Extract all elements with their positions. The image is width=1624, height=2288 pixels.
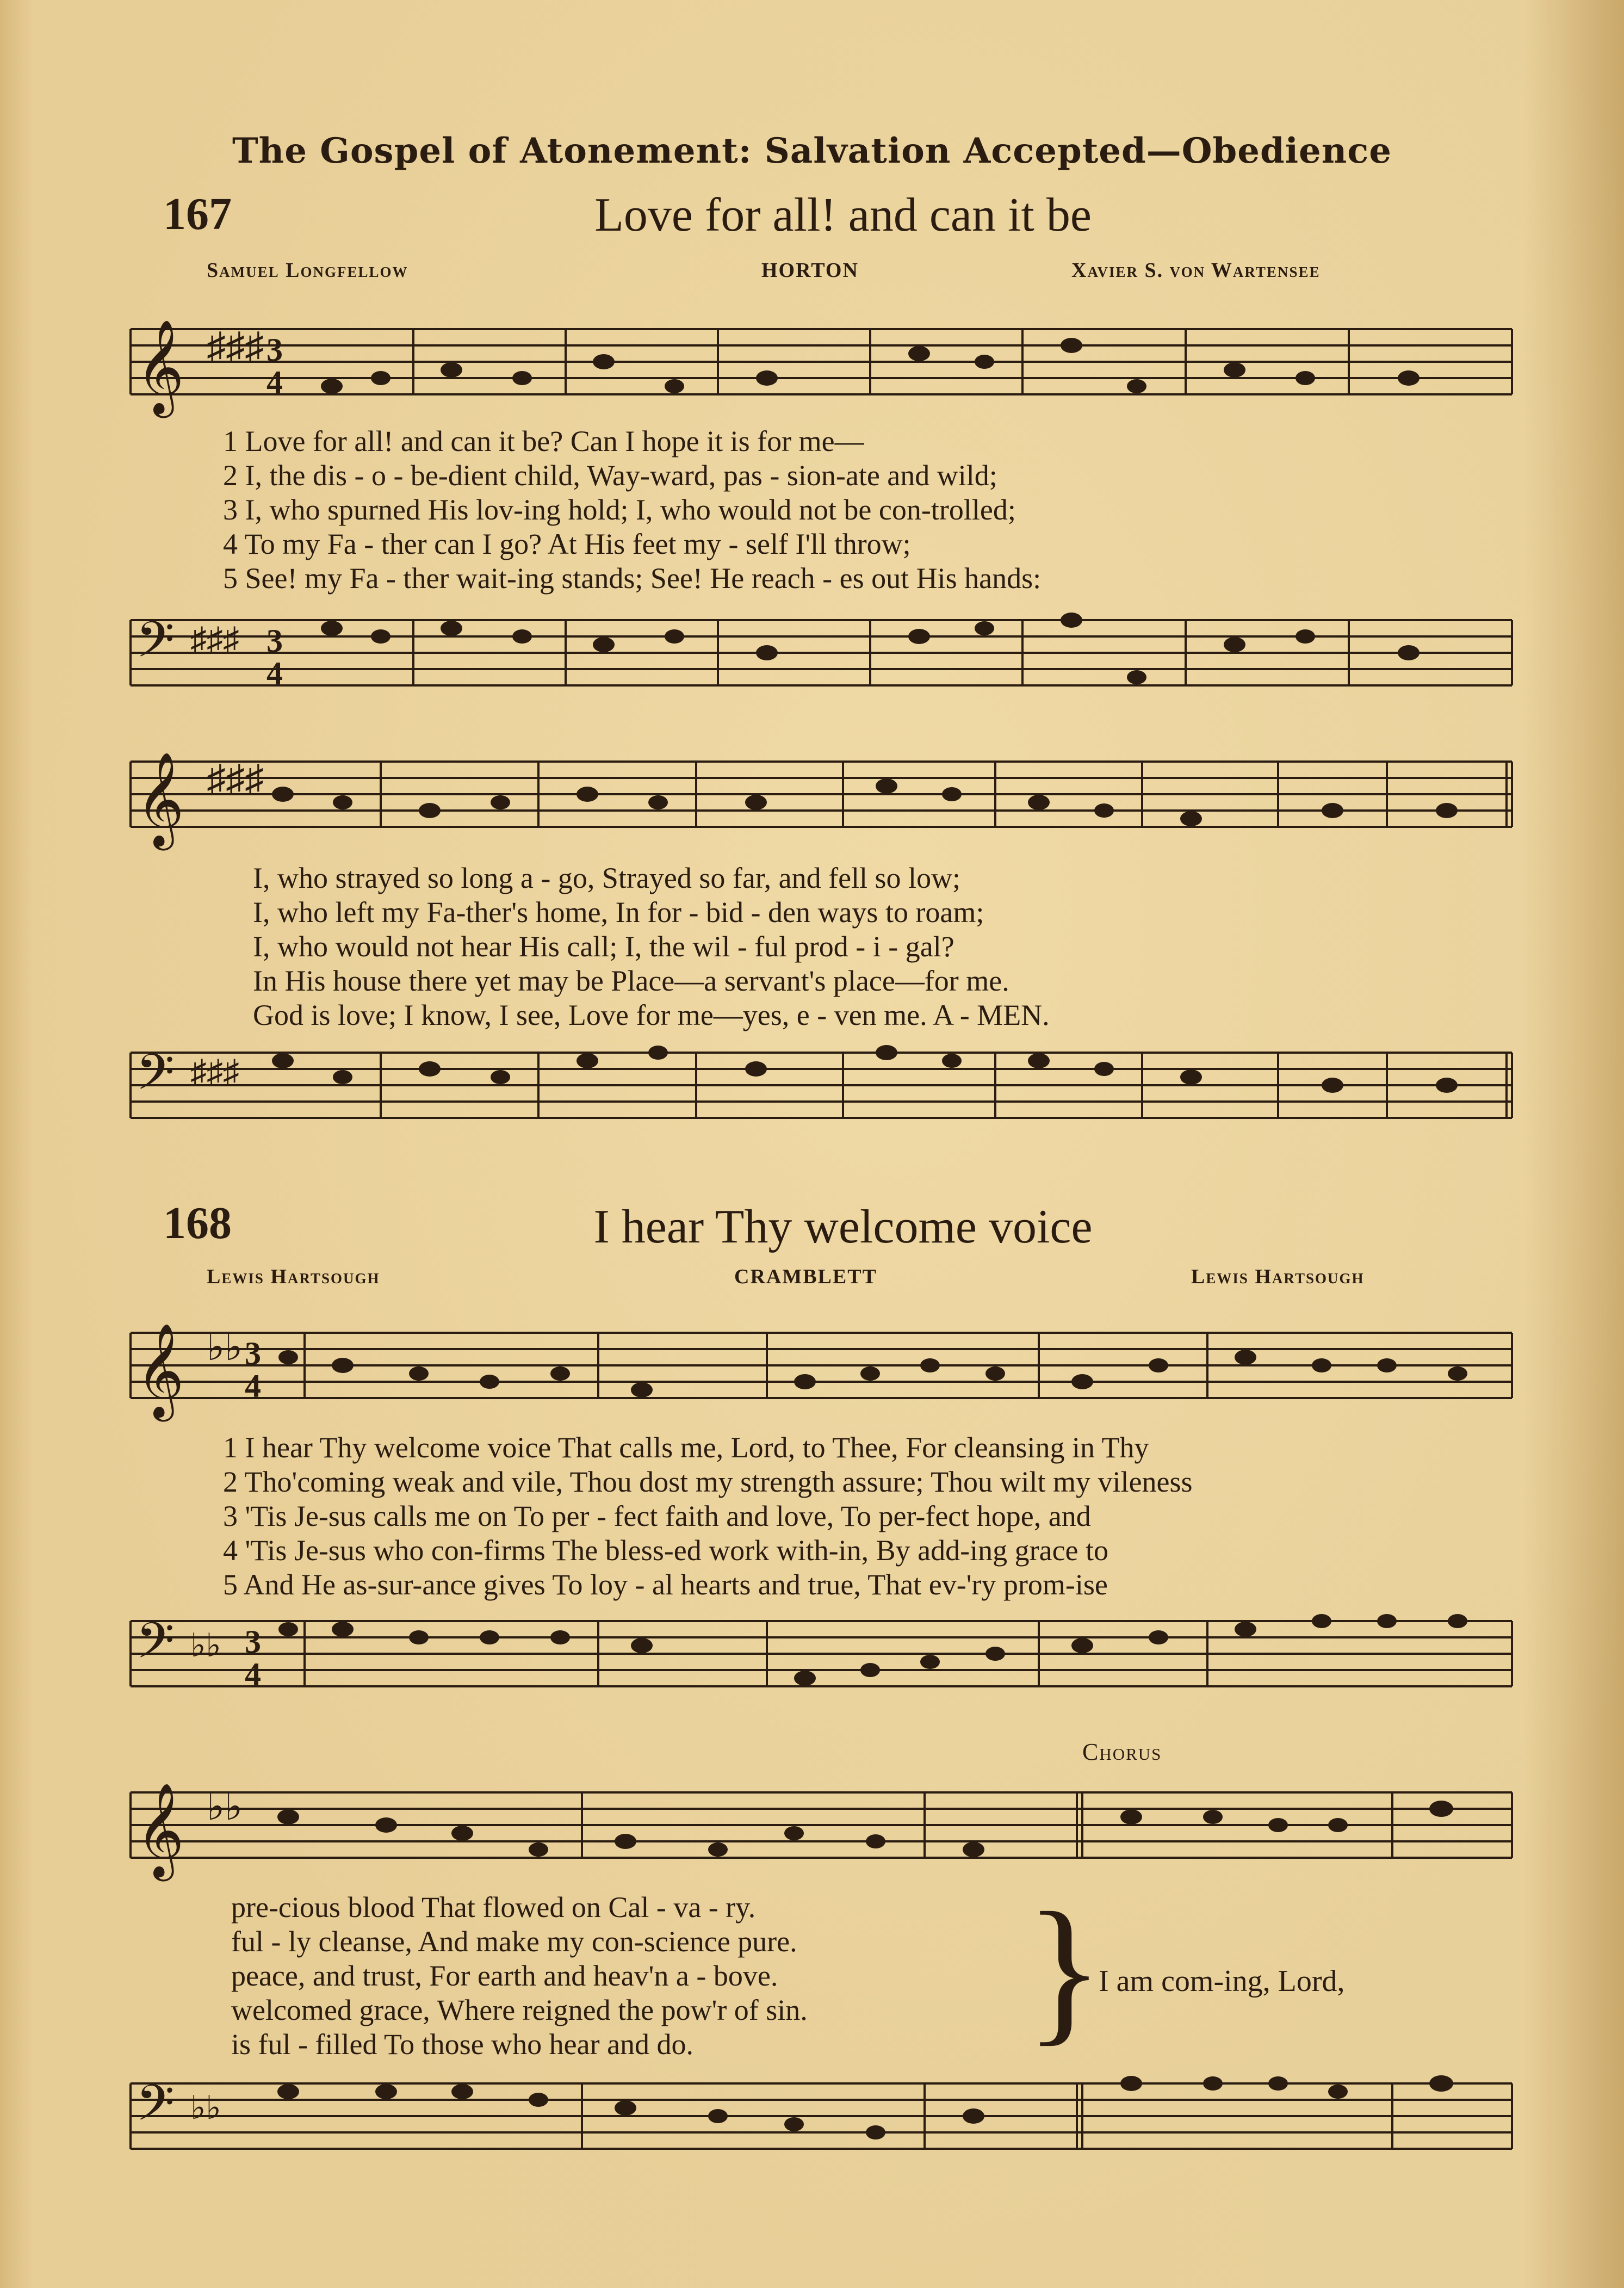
svg-text:4: 4 <box>245 1368 261 1404</box>
bass-staff <box>125 598 1517 718</box>
svg-text:𝄢: 𝄢 <box>136 613 175 679</box>
svg-text:3: 3 <box>245 1335 261 1371</box>
svg-text:♯♯♯: ♯♯♯ <box>207 326 264 368</box>
lyric-line: I, who strayed so long a - go, Strayed so far, and fell so low; <box>253 862 961 894</box>
treble-staff <box>125 313 1517 422</box>
lyric-line: 3 I, who spurned His lov-ing hold; I, who would not be con-trolled; <box>223 493 1016 526</box>
lyrics-verses <box>231 1890 808 2062</box>
hymn-title: Love for all! and can it be <box>594 189 1092 242</box>
hymn-title: I hear Thy welcome voice <box>593 1201 1093 1253</box>
lyrics-verses <box>253 861 1050 1032</box>
svg-text:𝄞: 𝄞 <box>136 322 184 412</box>
lyric-line: 1 Love for all! and can it be? Can I hope it is for me— <box>223 425 864 457</box>
bass-staff <box>125 2067 1517 2176</box>
lyric-line: 3 'Tis Je-sus calls me on To per - fect faith and love, To per-fect hope, and <box>223 1500 1091 1532</box>
svg-text:♭♭: ♭♭ <box>207 1786 243 1828</box>
lyric-line: 5 See! my Fa - ther wait-ing stands; See! He reach - es out His hands: <box>223 562 1042 595</box>
lyric-line: In His house there yet may be Place—a servant's place—for me. <box>253 964 1009 997</box>
hymn-number: 167 <box>163 189 232 239</box>
svg-text:𝄢: 𝄢 <box>136 1614 175 1680</box>
lyric-line: 4 'Tis Je-sus who con-firms The bless-ed work with-in, By add-ing grace to <box>223 1534 1109 1567</box>
lyric-line: welcomed grace, Where reigned the pow'r of sin. <box>231 1994 808 2026</box>
lyric-line: pre-cious blood That flowed on Cal - va - ry. <box>231 1891 756 1924</box>
lyric-line: 5 And He as-sur-ance gives To loy - al hearts and true, That ev-'ry prom-ise <box>223 1568 1108 1601</box>
tune-name: CRAMBLETT <box>734 1265 877 1288</box>
svg-text:♭♭: ♭♭ <box>190 2090 221 2126</box>
svg-text:♭♭: ♭♭ <box>190 1628 221 1664</box>
author-credit: Lewis Hartsough <box>207 1265 380 1288</box>
tune-name: HORTON <box>761 259 859 282</box>
svg-text:3: 3 <box>266 623 283 659</box>
running-head: The Gospel of Atonement: Salvation Accepted—Obedience <box>232 131 1392 171</box>
svg-text:𝄞: 𝄞 <box>136 1785 184 1876</box>
svg-text:3: 3 <box>245 1624 261 1660</box>
treble-staff <box>125 1316 1517 1425</box>
bass-staff <box>125 1031 1517 1151</box>
lyric-line: is ful - filled To those who hear and do. <box>231 2028 694 2061</box>
svg-text:4: 4 <box>266 656 283 691</box>
lyrics-verses <box>223 424 1041 596</box>
svg-text:𝄞: 𝄞 <box>136 755 184 845</box>
svg-text:♯♯♯: ♯♯♯ <box>190 1054 239 1090</box>
lyrics-verses <box>223 1431 1193 1602</box>
composer-credit: Xavier S. von Wartensee <box>1071 259 1321 282</box>
svg-text:4: 4 <box>245 1656 261 1692</box>
svg-text:𝄞: 𝄞 <box>136 1326 184 1416</box>
verse-brace: } <box>1025 1879 1104 2060</box>
svg-text:4: 4 <box>266 364 283 400</box>
lyric-line: 4 To my Fa - ther can I go? At His feet my - self I'll throw; <box>223 528 911 560</box>
treble-staff <box>125 1776 1517 1885</box>
composer-credit: Lewis Hartsough <box>1191 1265 1365 1288</box>
lyric-line: God is love; I know, I see, Love for me—yes, e - ven me. A - MEN. <box>253 999 1050 1031</box>
svg-text:𝄢: 𝄢 <box>136 1046 175 1112</box>
lyric-line: peace, and trust, For earth and heav'n a - bove. <box>231 1959 778 1992</box>
svg-text:♯♯♯: ♯♯♯ <box>190 621 239 657</box>
svg-text:3: 3 <box>266 332 283 368</box>
chorus-label: Chorus <box>1082 1739 1162 1765</box>
lyric-line: 2 Tho'coming weak and vile, Thou dost my strength assure; Thou wilt my vileness <box>223 1465 1193 1498</box>
svg-text:𝄢: 𝄢 <box>136 2076 175 2143</box>
lyric-line: ful - ly cleanse, And make my con-science pure. <box>231 1925 797 1958</box>
lyric-line: I, who left my Fa-ther's home, In for - bid - den ways to roam; <box>253 896 984 929</box>
bass-staff <box>125 1605 1517 1714</box>
author-credit: Samuel Longfellow <box>207 259 408 282</box>
lyric-line: I, who would not hear His call; I, the wil - ful prod - i - gal? <box>253 930 954 963</box>
treble-staff <box>125 745 1517 854</box>
svg-text:♭♭: ♭♭ <box>207 1327 243 1369</box>
svg-text:♯♯♯: ♯♯♯ <box>207 758 264 800</box>
hymn-number: 168 <box>163 1198 232 1248</box>
lyric-line: 2 I, the dis - o - be-dient child, Way-ward, pas - sion-ate and wild; <box>223 459 997 492</box>
lyric-line: 1 I hear Thy welcome voice That calls me, Lord, to Thee, For cleansing in Thy <box>223 1431 1149 1464</box>
chorus-lyric: I am com-ing, Lord, <box>1099 1964 1345 1998</box>
